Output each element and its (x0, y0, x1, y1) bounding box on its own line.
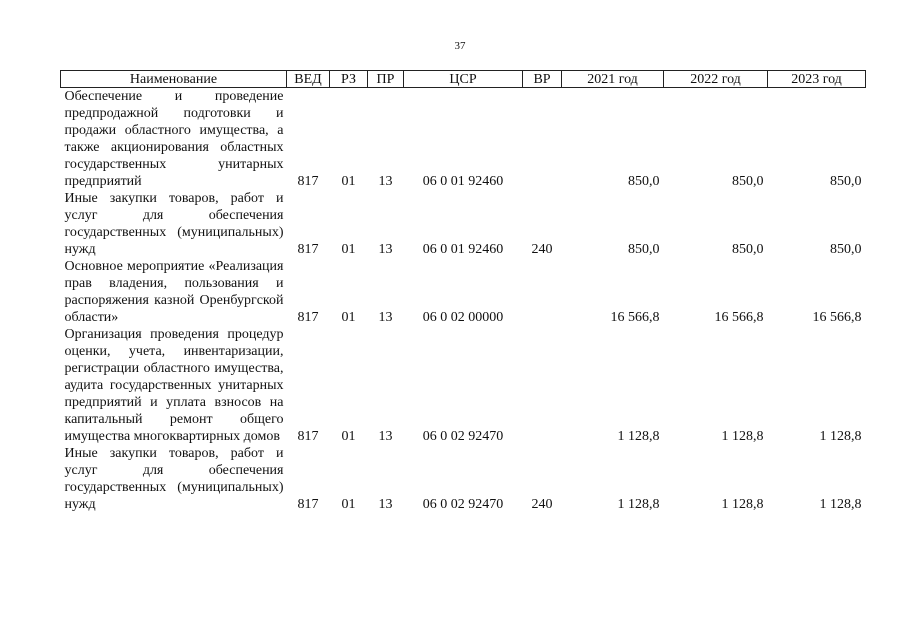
row-name: Иные закупки товаров, работ и услуг для обеспечения государственных (муниципальных) нужд (64, 191, 284, 257)
row-2021: 850,0 (628, 242, 660, 257)
table-row (61, 88, 866, 191)
row-vr (523, 88, 562, 191)
row-rz: 01 (341, 174, 356, 189)
row-rz: 01 (341, 310, 356, 325)
row-csr: 06 0 02 92470 (422, 429, 504, 444)
row-2023: 850,0 (830, 174, 862, 189)
row-2023: 1 128,8 (819, 497, 862, 512)
row-csr: 06 0 02 92470 (422, 497, 504, 512)
row-csr: 06 0 01 92460 (422, 174, 504, 189)
row-2022: 1 128,8 (721, 429, 764, 444)
row-ved: 817 (297, 429, 319, 444)
row-csr: 06 0 01 92460 (422, 242, 504, 257)
budget-table (60, 70, 866, 513)
row-vr (523, 258, 562, 326)
row-vr (523, 326, 562, 445)
row-2021: 1 128,8 (617, 497, 660, 512)
row-rz: 01 (341, 497, 356, 512)
row-ved: 817 (297, 174, 319, 189)
row-rz: 01 (341, 429, 356, 444)
col-header-ved: ВЕД (287, 71, 330, 88)
row-name: Организация проведения процедур оценки, учета, инвентаризации, регистрации областного имущества, аудита государственных унитарных предприятий и уплата взносов на капитальный ремонт общего имущества многоквартирных домов (64, 327, 284, 444)
row-2023: 850,0 (830, 242, 862, 257)
row-vr: 240 (531, 497, 553, 512)
row-2021: 16 566,8 (610, 310, 660, 325)
row-2022: 850,0 (732, 242, 764, 257)
row-ved: 817 (297, 242, 319, 257)
row-2023: 1 128,8 (819, 429, 862, 444)
row-vr: 240 (531, 242, 553, 257)
row-pr: 13 (378, 174, 393, 189)
col-header-rz: РЗ (330, 71, 368, 88)
row-pr: 13 (378, 429, 393, 444)
col-header-2023: 2023 год (768, 71, 866, 88)
row-csr: 06 0 02 00000 (422, 310, 504, 325)
row-rz: 01 (341, 242, 356, 257)
col-header-csr: ЦСР (404, 71, 523, 88)
row-name: Иные закупки товаров, работ и услуг для обеспечения государственных (муниципальных) нужд (64, 446, 284, 512)
col-header-pr: ПР (368, 71, 404, 88)
table-row (61, 190, 866, 258)
table-row (61, 445, 866, 513)
col-header-2022: 2022 год (664, 71, 768, 88)
table-row (61, 326, 866, 445)
table-header-row (61, 71, 866, 88)
row-2022: 1 128,8 (721, 497, 764, 512)
row-2023: 16 566,8 (812, 310, 862, 325)
table-row (61, 258, 866, 326)
col-header-name: Наименование (61, 71, 287, 88)
col-header-2021: 2021 год (562, 71, 664, 88)
row-pr: 13 (378, 242, 393, 257)
page-number: 37 (454, 40, 466, 52)
row-pr: 13 (378, 310, 393, 325)
row-name: Основное мероприятие «Реализация прав владения, пользования и распоряжения казной Оренбургской области» (64, 259, 284, 325)
row-2022: 850,0 (732, 174, 764, 189)
row-pr: 13 (378, 497, 393, 512)
row-name: Обеспечение и проведение предпродажной подготовки и продажи областного имущества, а также акционирования областных государственных унитарных предприятий (64, 89, 284, 189)
row-ved: 817 (297, 497, 319, 512)
col-header-vr: ВР (523, 71, 562, 88)
row-2021: 850,0 (628, 174, 660, 189)
row-2021: 1 128,8 (617, 429, 660, 444)
row-ved: 817 (297, 310, 319, 325)
row-2022: 16 566,8 (714, 310, 764, 325)
